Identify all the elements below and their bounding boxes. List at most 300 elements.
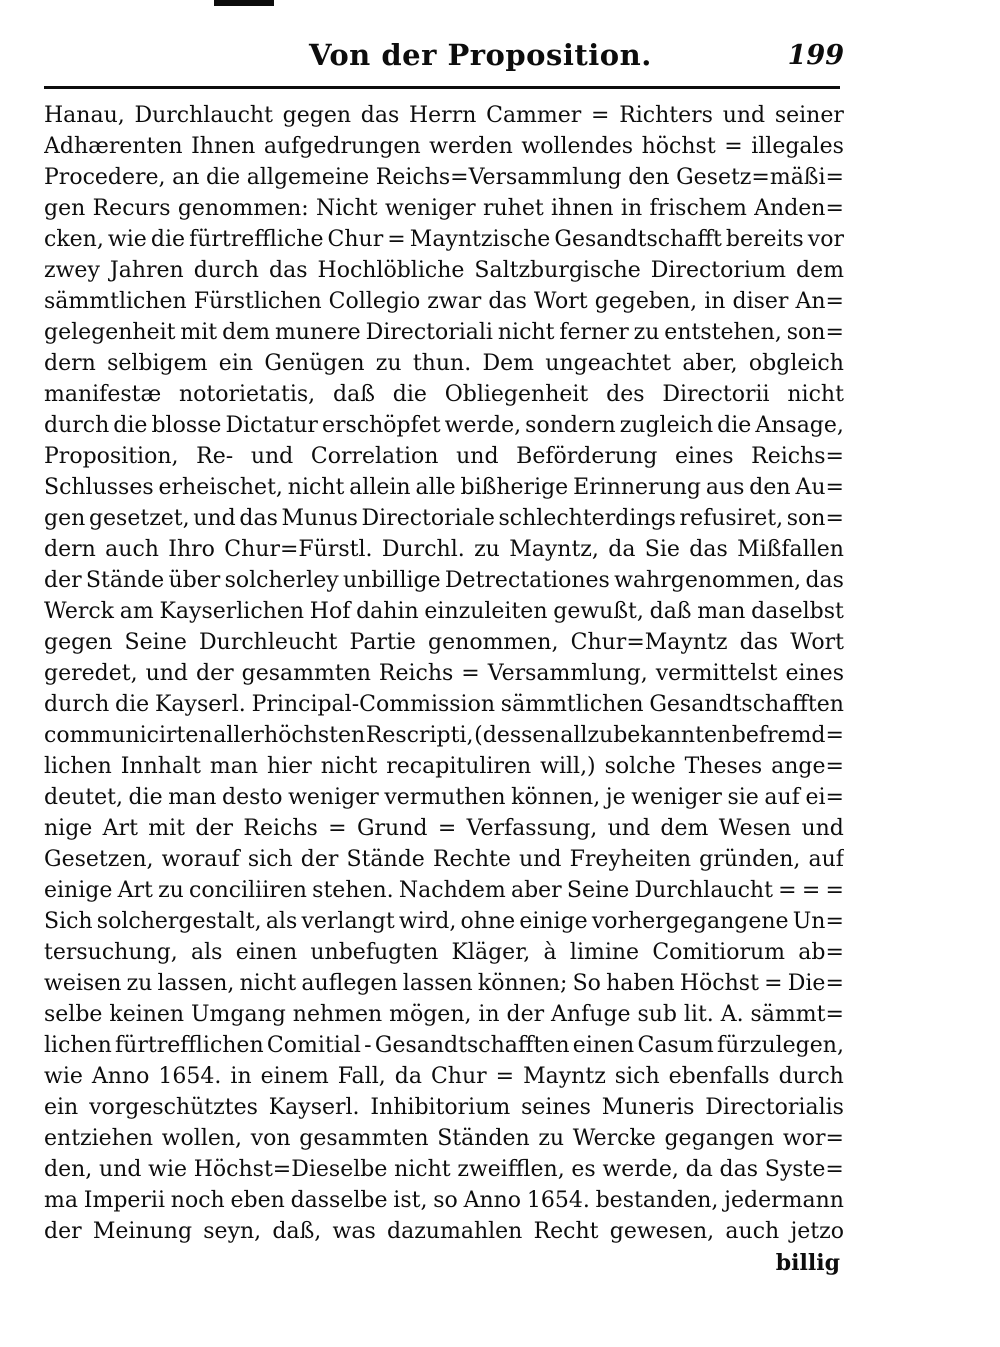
text-word: Un= <box>792 909 844 934</box>
text-word: können; <box>477 971 568 996</box>
text-word: dem <box>660 816 709 841</box>
text-word: nicht <box>394 1157 451 1182</box>
text-word: da <box>685 1157 713 1182</box>
text-line <box>44 348 844 379</box>
text-word: gegangen <box>664 1126 775 1151</box>
text-word: ab= <box>798 940 844 965</box>
text-word: obgleich <box>748 351 844 376</box>
text-word: man <box>209 754 259 779</box>
text-word: eines <box>674 444 734 469</box>
text-word: nicht <box>497 320 555 345</box>
text-word: weniger <box>631 785 722 810</box>
text-word: = <box>778 878 797 903</box>
text-word: Saltzburgische <box>474 258 641 283</box>
text-word: worauf <box>161 847 240 872</box>
header-rule <box>44 86 840 89</box>
text-word: Directorialis <box>705 1095 844 1120</box>
text-word: allgemeine <box>246 165 370 190</box>
text-word: lassen <box>402 971 473 996</box>
text-word: durch <box>778 1064 844 1089</box>
text-word: sich <box>614 1064 660 1089</box>
text-word: daselbst <box>751 599 844 624</box>
text-word: und <box>193 506 236 531</box>
text-word: das <box>239 506 278 531</box>
text-word: Anfuge <box>551 1002 631 1027</box>
text-word: Beförderung <box>516 444 658 469</box>
text-word: gegeben, <box>594 289 698 314</box>
text-word: ei= <box>805 785 844 810</box>
text-word: 1654. <box>158 1064 222 1089</box>
text-word: Verfassung, <box>466 816 598 841</box>
text-word: in <box>620 196 643 221</box>
page-number: 199 <box>787 40 844 71</box>
text-word: Obliegenheit <box>444 382 589 407</box>
text-word: = <box>591 103 610 128</box>
text-word: in <box>704 289 726 314</box>
text-word: Muneris <box>601 1095 695 1120</box>
text-word: allzubekannten <box>560 723 732 748</box>
text-word: zwey <box>44 258 100 283</box>
text-line <box>44 1061 844 1092</box>
text-word: fürtrefflichen <box>115 1033 264 1058</box>
text-word: eines <box>785 661 844 686</box>
text-word: Directorium <box>650 258 786 283</box>
text-word: und <box>607 816 651 841</box>
text-word: gewußt, <box>553 599 644 624</box>
text-line <box>44 720 844 751</box>
text-word: durch <box>193 258 259 283</box>
text-word: am <box>119 599 154 624</box>
text-word: = <box>328 816 347 841</box>
text-word: wahrgenommen, <box>614 568 802 593</box>
text-word: zu <box>474 537 500 562</box>
text-word: sich <box>247 847 293 872</box>
text-line <box>44 813 844 844</box>
text-word: vermuthen <box>384 785 506 810</box>
text-line <box>44 1030 844 1061</box>
text-word: Jahren <box>109 258 184 283</box>
text-word: bereits <box>725 227 804 252</box>
text-word: Mayntz, <box>509 537 599 562</box>
text-word: gründen, <box>699 847 801 872</box>
text-line <box>44 782 844 813</box>
text-word: mit <box>148 816 186 841</box>
text-word: ihnen <box>551 196 614 221</box>
text-line <box>44 224 844 255</box>
text-word: Kayserl. <box>154 692 246 717</box>
text-line <box>44 937 844 968</box>
text-word: Durchlaucht <box>634 878 773 903</box>
text-line <box>44 193 844 224</box>
text-word: munere <box>274 320 361 345</box>
text-word: Mayntz <box>523 1064 606 1089</box>
text-word: nicht <box>287 475 345 500</box>
text-word: Ansage, <box>755 413 844 438</box>
text-word: ma <box>44 1188 78 1213</box>
text-word: manifestæ <box>44 382 162 407</box>
text-word: stehen. <box>312 878 394 903</box>
text-word: verlangt <box>301 909 395 934</box>
text-word: alle <box>415 475 456 500</box>
text-word: das <box>360 103 400 128</box>
text-word: recapituliren <box>386 754 532 779</box>
text-word: erschöpfet <box>321 413 441 438</box>
text-word: Seine <box>566 878 630 903</box>
text-word: fürtreffliche <box>189 227 324 252</box>
text-line <box>44 1092 844 1123</box>
text-word: Re- <box>196 444 234 469</box>
text-word: den <box>628 165 670 190</box>
text-word: Gesetzen, <box>44 847 154 872</box>
text-word: aber, <box>682 351 738 376</box>
text-word: dem <box>222 320 271 345</box>
text-word: dasselbe <box>290 1188 388 1213</box>
text-word: Collegio <box>328 289 421 314</box>
text-word: der <box>44 1219 82 1244</box>
text-word: zu <box>375 351 402 376</box>
text-word: = <box>495 1064 515 1089</box>
text-word: wollendes <box>521 134 634 159</box>
text-word: Innhalt <box>120 754 201 779</box>
text-word: Inhibitorium <box>370 1095 511 1120</box>
text-word: ungeachtet <box>545 351 672 376</box>
text-word: Chur=Mayntz <box>570 630 728 655</box>
text-word: gesammten <box>299 1126 429 1151</box>
text-word: schlechterdings <box>498 506 676 531</box>
text-word: unbillige <box>342 568 441 593</box>
text-word: Erinnerung <box>573 475 701 500</box>
text-word: vor <box>807 227 844 252</box>
text-word: Nachdem <box>398 878 506 903</box>
text-word: das <box>719 1157 759 1182</box>
text-word: einen <box>572 1033 635 1058</box>
text-word: die <box>115 692 150 717</box>
text-word: = <box>437 816 457 841</box>
text-word: hier <box>267 754 312 779</box>
text-word: einen <box>235 940 298 965</box>
text-word: der <box>196 661 234 686</box>
text-word: communicirten <box>44 723 213 748</box>
text-word: wollen, <box>161 1126 243 1151</box>
text-word: Stände <box>346 847 425 872</box>
catchword: billig <box>775 1250 840 1276</box>
text-word: ferner <box>559 320 629 345</box>
text-word: cken, <box>44 227 104 252</box>
text-word: gelegenheit <box>44 320 176 345</box>
text-word: ebenfalls <box>668 1064 770 1089</box>
text-word: = <box>801 878 821 903</box>
text-word: Kläger, <box>451 940 531 965</box>
text-word: wie <box>107 227 147 252</box>
text-word: Durchlaucht <box>134 103 273 128</box>
text-word: Durchl. <box>381 537 465 562</box>
text-word: ange= <box>771 754 844 779</box>
text-line <box>44 906 844 937</box>
text-word: = <box>764 971 783 996</box>
text-line <box>44 751 844 782</box>
text-word: der <box>44 568 82 593</box>
text-word: Die= <box>787 971 844 996</box>
text-word: Grund <box>356 816 428 841</box>
text-word: und <box>519 847 562 872</box>
text-word: Wesen <box>718 816 792 841</box>
text-word: in <box>478 1002 500 1027</box>
text-line <box>44 100 844 131</box>
text-word: dern <box>44 537 96 562</box>
text-word: Art <box>102 816 138 841</box>
text-word: und <box>722 103 766 128</box>
text-word: lichen <box>44 754 112 779</box>
text-word: Höchst <box>679 971 759 996</box>
text-word: auch <box>725 1219 780 1244</box>
text-word: son= <box>786 320 844 345</box>
text-word: vorhergegangene <box>591 909 789 934</box>
text-word: Chur <box>430 1064 487 1089</box>
text-word: Directoriali <box>365 320 493 345</box>
text-word: mögen, <box>389 1002 472 1027</box>
text-word: fürzulegen, <box>717 1033 844 1058</box>
text-word: gesetzet, <box>88 506 190 531</box>
text-word: das <box>269 258 308 283</box>
text-word: über <box>168 568 221 593</box>
text-word: Seine <box>124 630 187 655</box>
text-word: das <box>689 537 728 562</box>
text-word: Gesandtschafft <box>554 227 722 252</box>
text-word: Directorii <box>662 382 770 407</box>
text-word: Genügen <box>264 351 365 376</box>
text-word: Hof <box>309 599 351 624</box>
text-word: was <box>332 1219 376 1244</box>
text-line <box>44 317 844 348</box>
text-word: seines <box>521 1095 591 1120</box>
text-word: Partie <box>349 630 416 655</box>
text-word: refusiret, <box>679 506 784 531</box>
text-word: wie <box>148 1157 188 1182</box>
text-line <box>44 1123 844 1154</box>
text-line <box>44 968 844 999</box>
text-word: lassen, <box>157 971 235 996</box>
text-word: geredet, <box>44 661 138 686</box>
text-word: Nicht <box>316 196 378 221</box>
text-word: Dictatur <box>225 413 318 438</box>
text-line <box>44 844 844 875</box>
text-word: = <box>825 878 844 903</box>
text-word: zu <box>126 971 153 996</box>
text-word: Gesetz=mäßi= <box>676 165 844 190</box>
text-word: Syste= <box>764 1157 844 1182</box>
text-word: den <box>749 475 791 500</box>
text-word: gen <box>44 196 86 221</box>
text-word: daß <box>649 599 692 624</box>
text-word: will,) <box>540 754 596 779</box>
top-edge-mark <box>214 0 274 6</box>
text-word: mit <box>180 320 218 345</box>
text-word: Munus <box>281 506 358 531</box>
text-line <box>44 379 844 410</box>
text-word: daß <box>333 382 375 407</box>
text-word: in <box>230 1064 252 1089</box>
text-word: einzuleiten <box>424 599 548 624</box>
text-word: ohne <box>460 909 516 934</box>
text-line <box>44 999 844 1030</box>
running-head <box>44 34 844 78</box>
text-word: erheischet, <box>158 475 283 500</box>
text-word: so <box>433 1188 458 1213</box>
text-word: selbe <box>44 1002 103 1027</box>
text-word: desto <box>222 785 283 810</box>
text-word: und <box>456 444 499 469</box>
text-word: da <box>608 537 636 562</box>
text-word: So <box>572 971 601 996</box>
text-word: einem <box>260 1064 329 1089</box>
text-word: der <box>300 847 339 872</box>
text-line <box>44 131 844 162</box>
text-line <box>44 1216 844 1247</box>
text-word: bestanden, <box>595 1188 719 1213</box>
text-word: Casum <box>637 1033 714 1058</box>
text-word: = <box>461 661 480 686</box>
text-word: Chur=Fürstl. <box>224 537 373 562</box>
text-word: zu <box>158 878 184 903</box>
text-word: keinen <box>109 1002 185 1027</box>
text-word: A. <box>720 1002 744 1027</box>
text-word: und <box>250 444 294 469</box>
text-word: es <box>571 1157 596 1182</box>
text-word: Imperii <box>83 1188 166 1213</box>
text-word: Mißfallen <box>737 537 844 562</box>
text-word: jedermann <box>724 1188 844 1213</box>
text-word: lit. <box>683 1002 714 1027</box>
text-word: limine <box>569 940 640 965</box>
text-word: Mayntzische <box>409 227 551 252</box>
text-line <box>44 410 844 441</box>
text-word: Procedere, <box>44 165 166 190</box>
text-word: solcherley <box>224 568 339 593</box>
text-word: ist, <box>393 1188 428 1213</box>
text-word: man <box>697 599 746 624</box>
text-word: Detrectationes <box>444 568 610 593</box>
text-word: zugleich <box>619 413 714 438</box>
text-word: sub <box>637 1002 677 1027</box>
text-word: Reichs= <box>751 444 844 469</box>
text-word: vorgeschütztes <box>89 1095 258 1120</box>
text-word: solche <box>604 754 676 779</box>
text-word: sämmt= <box>750 1002 844 1027</box>
text-word: Directoriale <box>361 506 495 531</box>
text-word: als <box>191 940 223 965</box>
text-line <box>44 286 844 317</box>
text-word: jetzo <box>790 1219 844 1244</box>
text-word: Meinung <box>92 1219 193 1244</box>
text-word: Hanau, <box>44 103 125 128</box>
text-word: sämmtlichen <box>500 692 644 717</box>
text-word: Freyheiten <box>569 847 692 872</box>
text-word: und <box>98 1157 142 1182</box>
text-word: nicht <box>320 754 378 779</box>
text-word: Sich <box>44 909 93 934</box>
text-word: der <box>195 816 234 841</box>
text-word: Umgang <box>191 1002 286 1027</box>
text-word: Herrn <box>408 103 477 128</box>
text-word: Sie <box>644 537 680 562</box>
text-word: das <box>739 630 779 655</box>
text-word: Durchleucht <box>199 630 338 655</box>
text-word: Proposition, <box>44 444 179 469</box>
text-word: werde, <box>444 413 522 438</box>
text-word: und <box>801 816 844 841</box>
text-word: wie <box>44 1064 83 1089</box>
text-word: wird, <box>398 909 457 934</box>
text-line <box>44 627 844 658</box>
text-word: = <box>724 134 743 159</box>
text-word: Versammlung, <box>487 661 648 686</box>
text-word: aus <box>705 475 745 500</box>
text-word: Reichs <box>378 661 454 686</box>
text-word: wor= <box>782 1126 844 1151</box>
text-word: gewesen, <box>609 1219 715 1244</box>
text-word: höchst <box>641 134 716 159</box>
text-line <box>44 1154 844 1185</box>
text-word: deutet, <box>44 785 123 810</box>
text-word: dahin <box>356 599 419 624</box>
text-word: Principal-Commission <box>251 692 496 717</box>
text-word: Cammer <box>486 103 582 128</box>
text-word: lichen <box>44 1033 112 1058</box>
text-word: ruhet <box>482 196 544 221</box>
text-word: genommen, <box>428 630 559 655</box>
text-line <box>44 472 844 503</box>
text-word: 1654. <box>526 1188 590 1213</box>
text-word: auf <box>764 785 800 810</box>
text-word: weniger <box>384 196 476 221</box>
text-line <box>44 875 844 906</box>
text-word: = <box>387 227 406 252</box>
text-word: auf <box>808 847 844 872</box>
text-word: Comitial <box>266 1033 361 1058</box>
text-word: als <box>265 909 298 934</box>
text-word: haben <box>606 971 675 996</box>
text-word: Schlusses <box>44 475 154 500</box>
text-word: nicht <box>239 971 297 996</box>
text-word: Werck <box>44 599 115 624</box>
text-word: Kayserl. <box>268 1095 360 1120</box>
text-line <box>44 534 844 565</box>
text-word: den, <box>44 1157 93 1182</box>
text-word: Au= <box>795 475 844 500</box>
text-word: ein <box>44 1095 79 1120</box>
text-word: eben <box>230 1188 285 1213</box>
text-word: sondern <box>525 413 616 438</box>
text-word: einige <box>519 909 588 934</box>
text-word: Ihro <box>168 537 215 562</box>
text-word: zwar <box>427 289 482 314</box>
text-word: durch <box>44 692 110 717</box>
text-word: Wercke <box>572 1126 656 1151</box>
text-word: Anno <box>463 1188 522 1213</box>
text-line <box>44 689 844 720</box>
text-word: man <box>168 785 217 810</box>
text-word: zu <box>538 1126 565 1151</box>
text-word: nehmen <box>292 1002 383 1027</box>
text-word: unbefugten <box>310 940 439 965</box>
text-word: Ihnen <box>191 134 256 159</box>
text-line <box>44 565 844 596</box>
text-word: Gesandtschafften <box>649 692 844 717</box>
text-word: frischem <box>649 196 747 221</box>
text-word: dern <box>44 351 96 376</box>
text-word: einige <box>44 878 113 903</box>
text-word: gegen <box>282 103 352 128</box>
